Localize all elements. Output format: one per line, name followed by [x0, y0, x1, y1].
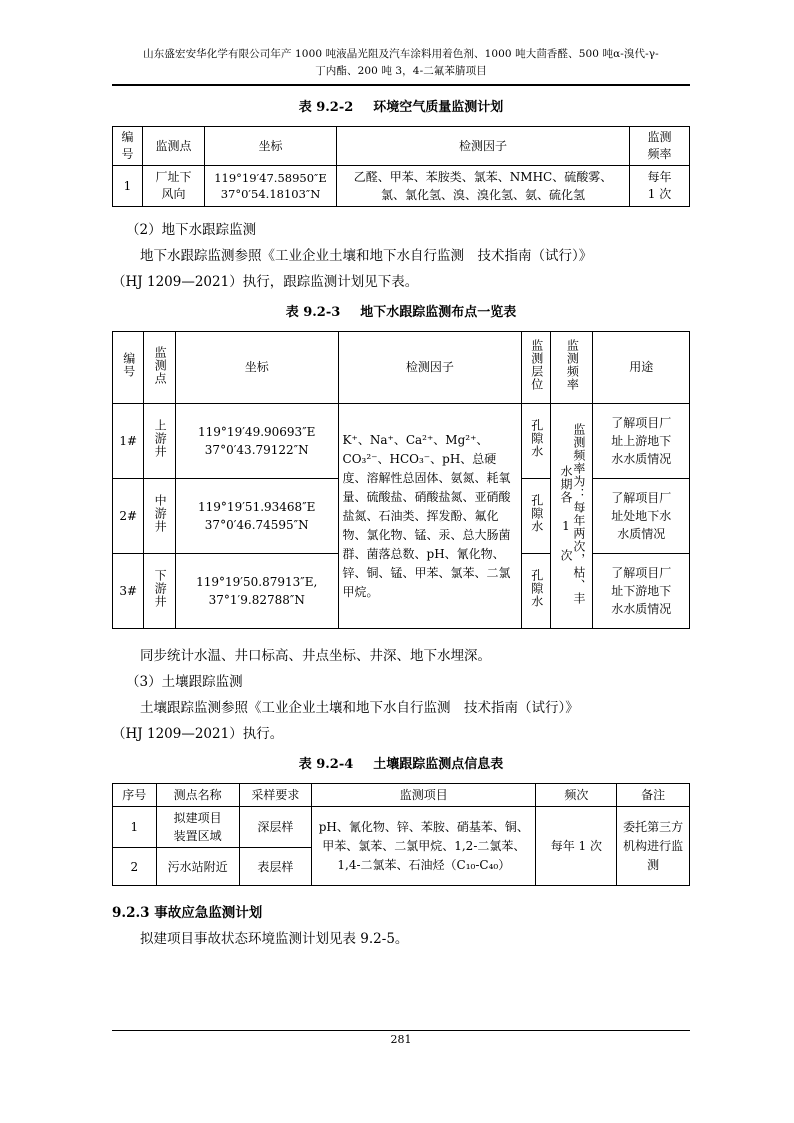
col-header-freq	[630, 127, 690, 166]
table-9-2-3-caption-number: 表 9.2-3	[285, 305, 341, 320]
cell-name-line1: 拟建项目	[173, 811, 222, 825]
header-line-1: 山东盛宏安华化学有限公司年产 1000 吨液晶光阻及汽车涂料用着色剂、1000 吨大茴香醛、500 吨α-溴代-γ-	[143, 48, 659, 60]
page-number: 281	[390, 1033, 412, 1046]
cell-freq	[551, 404, 593, 629]
cell-layer-text: 孔隙水	[529, 419, 544, 458]
cell-coord	[175, 479, 338, 554]
cell-use-line2: 址下游地下	[611, 584, 672, 598]
table-9-2-2	[112, 126, 690, 207]
cell-point	[144, 404, 175, 479]
cell-use	[593, 479, 690, 554]
cell-coord-line2: 37°0′54.18103″N	[220, 187, 321, 201]
col-header-seq: 序号	[113, 784, 157, 807]
col-header-freq-line1: 监测	[647, 130, 672, 144]
section-9-2-3-paragraph: 拟建项目事故状态环境监测计划见表 9.2-5。	[140, 931, 409, 947]
page-content	[112, 46, 690, 952]
cell-seq: 2	[113, 848, 157, 886]
col-header-no-text: 编号	[121, 352, 136, 378]
col-header-factor: 检测因子	[337, 127, 630, 166]
cell-seq: 1	[113, 807, 157, 848]
cell-factor: K⁺、Na⁺、Ca²⁺、Mg²⁺、CO₃²⁻、HCO₃⁻、pH、总硬度、溶解性总固体、氨氮、耗氧量、硫酸盐、硝酸盐氮、亚硝酸盐氮、石油类、挥发酚、氟化物、氯化物、锰、汞、总大肠菌群、菌落总数、pH、氰化物、锌、铜、锰、甲苯、氯苯、二氯甲烷。	[338, 404, 522, 629]
cell-point-line1: 厂址下	[155, 170, 192, 184]
col-header-freq-line2: 频率	[647, 147, 672, 161]
col-header-name: 测点名称	[156, 784, 239, 807]
table-row	[113, 166, 690, 207]
table-9-2-4-caption	[112, 753, 690, 777]
cell-coord-line1: 119°19′49.90693″E	[198, 425, 316, 439]
table-row	[113, 127, 690, 166]
col-header-freq: 频次	[536, 784, 617, 807]
cell-freq-line1: 每年	[647, 170, 672, 184]
table-9-2-4-caption-number: 表 9.2-4	[298, 757, 354, 772]
col-header-point-text: 监测点	[153, 345, 168, 385]
col-header-item: 监测项目	[312, 784, 536, 807]
cell-sampling: 表层样	[239, 848, 312, 886]
cell-point-text: 上游井	[153, 419, 168, 458]
table-row	[113, 332, 690, 404]
cell-name	[156, 807, 239, 848]
col-header-freq-text: 监测频率	[565, 339, 580, 391]
table-9-2-3	[112, 331, 690, 629]
cell-point	[143, 166, 205, 207]
section-2-paragraph-line2: （HJ 1209—2021）执行，跟踪监测计划见下表。	[112, 274, 419, 290]
section-2-paragraph-line1: 地下水跟踪监测参照《工业企业土壤和地下水自行监测 技术指南（试行）》	[140, 248, 593, 264]
section-3-paragraph-line1: 土壤跟踪监测参照《工业企业土壤和地下水自行监测 技术指南（试行）》	[140, 700, 579, 716]
cell-coord	[175, 554, 338, 629]
cell-coord-line1: 119°19′50.87913″E,	[196, 575, 318, 589]
table-9-2-4	[112, 783, 690, 886]
cell-point-text: 中游井	[153, 494, 168, 533]
col-header-note: 备注	[617, 784, 690, 807]
col-header-freq	[551, 332, 593, 404]
cell-factor	[337, 166, 630, 207]
section-9-2-3-heading: 9.2.3 事故应急监测计划	[112, 905, 263, 921]
cell-coord-line2: 37°0′43.79122″N	[204, 443, 309, 457]
cell-freq-line2: 1 次	[647, 187, 672, 201]
table-row	[113, 404, 690, 479]
cell-coord	[205, 166, 337, 207]
cell-layer	[522, 404, 551, 479]
col-header-sampling: 采样要求	[239, 784, 312, 807]
cell-layer	[522, 554, 551, 629]
col-header-coord: 坐标	[175, 332, 338, 404]
cell-use-line2: 址上游地下	[611, 434, 672, 448]
col-header-point: 监测点	[143, 127, 205, 166]
col-header-no	[113, 127, 143, 166]
cell-point-text: 下游井	[153, 569, 168, 608]
section-3-heading: （3）土壤跟踪监测	[126, 674, 243, 690]
table-row	[113, 784, 690, 807]
cell-use-line3: 水质情况	[617, 527, 666, 541]
cell-use	[593, 404, 690, 479]
cell-use-line1: 了解项目厂	[611, 566, 672, 580]
col-header-point	[144, 332, 175, 404]
cell-point	[144, 479, 175, 554]
cell-use-line2: 址处地下水	[611, 509, 672, 523]
table-row	[113, 807, 690, 848]
cell-point-line2: 风向	[161, 187, 186, 201]
cell-name: 污水站附近	[156, 848, 239, 886]
cell-no: 1#	[113, 404, 144, 479]
after-table3-paragraph-1: 同步统计水温、井口标高、井点坐标、井深、地下水埋深。	[140, 648, 491, 664]
section-3-paragraph-line2: （HJ 1209—2021）执行。	[112, 726, 284, 742]
cell-item: pH、氰化物、锌、苯胺、硝基苯、铜、甲苯、氯苯、二氯甲烷、1,2-二氯苯、1,4-二氯苯、石油烃（C₁₀-C₄₀）	[312, 807, 536, 886]
cell-use-line1: 了解项目厂	[611, 416, 672, 430]
table-9-2-4-caption-title: 土壤跟踪监测点信息表	[373, 757, 504, 772]
cell-freq: 每年 1 次	[536, 807, 617, 886]
cell-coord-line1: 119°19′47.58950″E	[214, 171, 327, 185]
cell-layer-text: 孔隙水	[529, 494, 544, 533]
table-9-2-3-caption-title: 地下水跟踪监测布点一览表	[360, 305, 517, 320]
col-header-factor: 检测因子	[338, 332, 522, 404]
cell-freq	[630, 166, 690, 207]
col-header-layer-text: 监测层位	[529, 339, 544, 391]
table-9-2-2-caption-title: 环境空气质量监测计划	[373, 100, 504, 115]
cell-freq-text: 监测频率为：每年两次，枯、丰水期各 1 次	[558, 422, 586, 605]
cell-layer-text: 孔隙水	[529, 569, 544, 608]
col-header-layer	[522, 332, 551, 404]
cell-layer	[522, 479, 551, 554]
cell-point	[144, 554, 175, 629]
cell-factor-line1: 乙醛、甲苯、苯胺类、氯苯、NMHC、硫酸雾、	[353, 170, 613, 184]
cell-coord-line2: 37°0′46.74595″N	[204, 518, 309, 532]
cell-no: 1	[113, 166, 143, 207]
cell-coord-line1: 119°19′51.93468″E	[198, 500, 316, 514]
footer-divider	[112, 1030, 690, 1031]
cell-use-line3: 水水质情况	[611, 452, 672, 466]
cell-note: 委托第三方机构进行监测	[617, 807, 690, 886]
col-header-no-line1: 编	[121, 130, 134, 144]
cell-coord-line2: 37°1′9.82788″N	[208, 593, 305, 607]
cell-use-line1: 了解项目厂	[611, 491, 672, 505]
table-9-2-2-caption-number: 表 9.2-2	[298, 100, 354, 115]
cell-factor-line2: 氯、氯化氢、溴、溴化氢、氨、硫化氢	[380, 188, 585, 202]
col-header-no	[113, 332, 144, 404]
page-footer	[112, 1030, 690, 1046]
document-running-header	[112, 46, 690, 80]
col-header-use: 用途	[593, 332, 690, 404]
cell-name-line2: 装置区域	[173, 829, 222, 843]
table-9-2-2-caption	[112, 96, 690, 120]
table-9-2-3-caption	[112, 301, 690, 325]
cell-no: 2#	[113, 479, 144, 554]
cell-no: 3#	[113, 554, 144, 629]
col-header-coord: 坐标	[205, 127, 337, 166]
cell-use	[593, 554, 690, 629]
cell-sampling: 深层样	[239, 807, 312, 848]
section-2-heading: （2）地下水跟踪监测	[126, 222, 257, 238]
cell-use-line3: 水水质情况	[611, 602, 672, 616]
cell-coord	[175, 404, 338, 479]
header-line-2: 丁内酯、200 吨 3，4-二氟苯腈项目	[315, 65, 487, 77]
col-header-no-line2: 号	[121, 147, 134, 161]
